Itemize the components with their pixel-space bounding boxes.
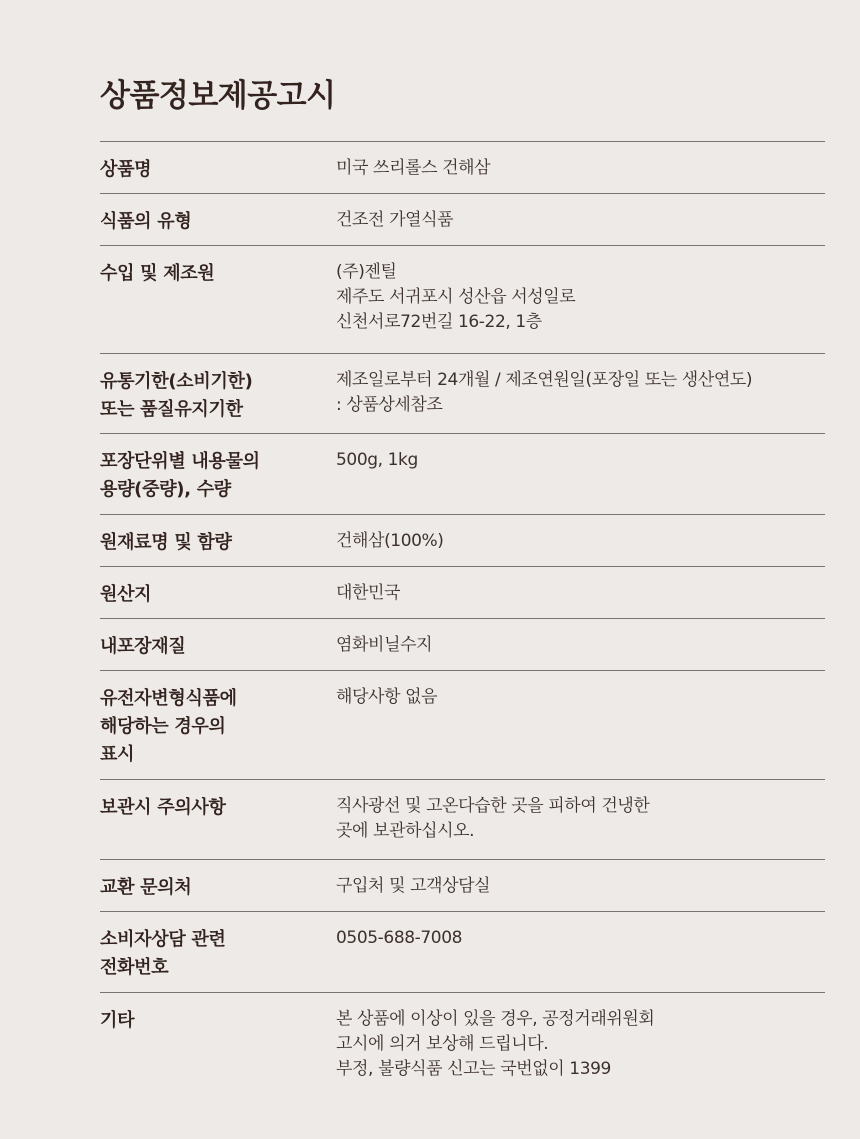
table-row	[100, 354, 825, 434]
row-label: 식품의 유형	[100, 211, 192, 232]
row-label: 유전자변형식품에 해당하는 경우의 표시	[100, 688, 237, 765]
info-table	[100, 141, 825, 1093]
table-row	[100, 860, 825, 912]
row-value: 제조일로부터 24개월 / 제조연원일(포장일 또는 생산연도) : 상품상세참조	[336, 370, 753, 415]
row-label: 수입 및 제조원	[100, 263, 215, 284]
table-row	[100, 912, 825, 993]
table-row	[100, 246, 825, 354]
row-label: 유통기한(소비기한) 또는 품질유지기한	[100, 371, 253, 420]
table-row	[100, 993, 825, 1093]
row-label: 상품명	[100, 159, 152, 180]
table-row	[100, 619, 825, 671]
table-row	[100, 671, 825, 780]
table-row	[100, 194, 825, 246]
row-value: 건해삼(100%)	[336, 531, 444, 551]
row-label: 원산지	[100, 584, 152, 605]
row-value: 해당사항 없음	[336, 687, 438, 707]
row-label: 소비자상담 관련 전화번호	[100, 929, 226, 978]
row-value: 본 상품에 이상이 있을 경우, 공정거래위원회 고시에 의거 보상해 드립니다. 부정, 불량식품 신고는 국번없이 1399	[336, 1009, 655, 1079]
table-row	[100, 567, 825, 619]
row-label: 원재료명 및 함량	[100, 532, 232, 553]
table-row	[100, 434, 825, 515]
row-value: (주)젠틸 제주도 서귀포시 성산읍 서성일로 신천서로72번길 16-22, 1층	[336, 262, 576, 332]
row-value: 구입처 및 고객상담실	[336, 876, 491, 896]
table-row	[100, 780, 825, 860]
row-value: 염화비닐수지	[336, 635, 433, 655]
table-row	[100, 142, 825, 194]
row-label: 교환 문의처	[100, 877, 192, 898]
row-label: 기타	[100, 1010, 135, 1031]
table-row	[100, 515, 825, 567]
row-label: 보관시 주의사항	[100, 797, 226, 818]
page-title: 상품정보제공고시	[100, 78, 336, 114]
row-value: 0505-688-7008	[336, 928, 463, 948]
row-value: 직사광선 및 고온다습한 곳을 피하여 건냉한 곳에 보관하십시오.	[336, 796, 650, 841]
row-label: 포장단위별 내용물의 용량(중량), 수량	[100, 451, 260, 500]
row-value: 미국 쓰리롤스 건해삼	[336, 158, 491, 178]
row-value: 건조전 가열식품	[336, 210, 454, 230]
row-value: 대한민국	[336, 583, 401, 603]
row-value: 500g, 1kg	[336, 450, 418, 470]
row-label: 내포장재질	[100, 636, 186, 657]
